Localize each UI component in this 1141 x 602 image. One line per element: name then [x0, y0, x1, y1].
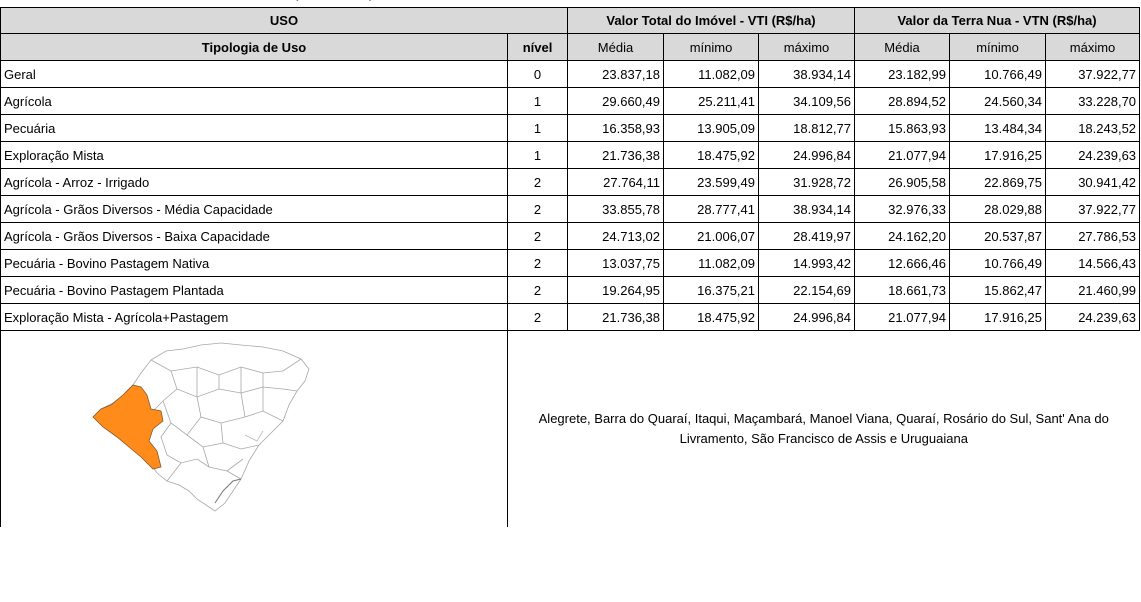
- cell-tipologia: Agrícola - Grãos Diversos - Baixa Capacidade: [1, 223, 508, 250]
- cell-nivel: 0: [508, 61, 568, 88]
- cell-vtn-media: 18.661,73: [855, 277, 950, 304]
- municipalities-cell: [508, 331, 1140, 528]
- page-title: [0, 0, 373, 7]
- cell-vti-media: 29.660,49: [568, 88, 664, 115]
- cell-vti-max: 28.419,97: [759, 223, 855, 250]
- price-table: [0, 7, 1140, 527]
- cell-tipologia: Exploração Mista - Agrícola+Pastagem: [1, 304, 508, 331]
- cell-nivel: 2: [508, 250, 568, 277]
- cell-vti-min: 18.475,92: [664, 304, 759, 331]
- header-vtn-minimo: mínimo: [950, 34, 1046, 61]
- table-row: [1, 277, 1140, 304]
- cell-nivel: 2: [508, 304, 568, 331]
- table-row: [1, 88, 1140, 115]
- table-row: [1, 196, 1140, 223]
- cell-nivel: 2: [508, 223, 568, 250]
- header-vtn-media: Média: [855, 34, 950, 61]
- cell-vtn-media: 24.162,20: [855, 223, 950, 250]
- rio-grande-do-sul-map: [1, 331, 508, 524]
- cell-vti-media: 24.713,02: [568, 223, 664, 250]
- table-row: [1, 115, 1140, 142]
- cell-vti-min: 21.006,07: [664, 223, 759, 250]
- header-vti-media: Média: [568, 34, 664, 61]
- cell-vti-media: 16.358,93: [568, 115, 664, 142]
- cell-vtn-min: 15.862,47: [950, 277, 1046, 304]
- cell-vti-media: 19.264,95: [568, 277, 664, 304]
- cell-vti-min: 28.777,41: [664, 196, 759, 223]
- cell-vti-min: 13.905,09: [664, 115, 759, 142]
- cell-vtn-media: 21.077,94: [855, 304, 950, 331]
- header-row-groups: [1, 8, 1140, 34]
- cell-vti-max: 22.154,69: [759, 277, 855, 304]
- table-row: [1, 223, 1140, 250]
- cell-tipologia: Pecuária - Bovino Pastagem Plantada: [1, 277, 508, 304]
- header-vtn-maximo: máximo: [1046, 34, 1140, 61]
- table-row: [1, 304, 1140, 331]
- header-vti-minimo: mínimo: [664, 34, 759, 61]
- cell-vtn-max: 37.922,77: [1046, 61, 1140, 88]
- cell-vti-media: 23.837,18: [568, 61, 664, 88]
- cell-vti-max: 18.812,77: [759, 115, 855, 142]
- cell-vti-media: 27.764,11: [568, 169, 664, 196]
- cell-vtn-media: 26.905,58: [855, 169, 950, 196]
- cell-vti-max: 38.934,14: [759, 61, 855, 88]
- cell-vtn-media: 32.976,33: [855, 196, 950, 223]
- cell-nivel: 1: [508, 115, 568, 142]
- cell-tipologia: Agrícola: [1, 88, 508, 115]
- cell-vtn-max: 27.786,53: [1046, 223, 1140, 250]
- municipalities-text: Alegrete, Barra do Quaraí, Itaqui, Maçambará, Manoel Viana, Quaraí, Rosário do Sul, Sant' Ana do Livramento, São Francisco de Assis e Uruguaiana: [538, 411, 1109, 446]
- table-row: [1, 169, 1140, 196]
- cell-vtn-max: 14.566,43: [1046, 250, 1140, 277]
- cell-vti-min: 18.475,92: [664, 142, 759, 169]
- table-body: [1, 61, 1140, 331]
- cell-vti-min: 23.599,49: [664, 169, 759, 196]
- cell-nivel: 1: [508, 88, 568, 115]
- cell-vtn-min: 10.766,49: [950, 61, 1046, 88]
- cell-vti-max: 24.996,84: [759, 142, 855, 169]
- cell-vti-max: 14.993,42: [759, 250, 855, 277]
- cell-tipologia: Pecuária: [1, 115, 508, 142]
- cell-vti-min: 11.082,09: [664, 61, 759, 88]
- cell-nivel: 1: [508, 142, 568, 169]
- cell-vti-max: 31.928,72: [759, 169, 855, 196]
- header-tipologia: Tipologia de Uso: [1, 34, 508, 61]
- cell-vtn-min: 20.537,87: [950, 223, 1046, 250]
- cell-vti-min: 11.082,09: [664, 250, 759, 277]
- cell-vti-media: 21.736,38: [568, 304, 664, 331]
- cell-vtn-max: 30.941,42: [1046, 169, 1140, 196]
- cell-vti-min: 16.375,21: [664, 277, 759, 304]
- cell-nivel: 2: [508, 277, 568, 304]
- table-row: [1, 142, 1140, 169]
- cell-vtn-min: 10.766,49: [950, 250, 1046, 277]
- table-row: [1, 250, 1140, 277]
- header-vti: Valor Total do Imóvel - VTI (R$/ha): [568, 8, 855, 34]
- cell-vtn-max: 18.243,52: [1046, 115, 1140, 142]
- cell-tipologia: Agrícola - Grãos Diversos - Média Capacidade: [1, 196, 508, 223]
- cell-vtn-max: 37.922,77: [1046, 196, 1140, 223]
- cell-vti-media: 33.855,78: [568, 196, 664, 223]
- cell-vti-media: 21.736,38: [568, 142, 664, 169]
- cell-vti-min: 25.211,41: [664, 88, 759, 115]
- cell-tipologia: Agrícola - Arroz - Irrigado: [1, 169, 508, 196]
- cell-vtn-max: 24.239,63: [1046, 142, 1140, 169]
- cell-tipologia: Geral: [1, 61, 508, 88]
- cell-vtn-media: 28.894,52: [855, 88, 950, 115]
- cell-vti-media: 13.037,75: [568, 250, 664, 277]
- highlighted-region: [93, 385, 163, 469]
- cell-vtn-min: 13.484,34: [950, 115, 1046, 142]
- cell-vtn-max: 33.228,70: [1046, 88, 1140, 115]
- cell-vtn-min: 28.029,88: [950, 196, 1046, 223]
- region-row: [1, 331, 1140, 528]
- header-nivel: nível: [508, 34, 568, 61]
- cell-vti-max: 34.109,56: [759, 88, 855, 115]
- cell-vtn-min: 24.560,34: [950, 88, 1046, 115]
- table-row: [1, 61, 1140, 88]
- cell-vtn-min: 22.869,75: [950, 169, 1046, 196]
- map-cell: [1, 331, 508, 528]
- cell-vtn-media: 21.077,94: [855, 142, 950, 169]
- header-vti-maximo: máximo: [759, 34, 855, 61]
- cell-vtn-min: 17.916,25: [950, 304, 1046, 331]
- cell-vtn-media: 15.863,93: [855, 115, 950, 142]
- cell-vti-max: 38.934,14: [759, 196, 855, 223]
- cell-vtn-max: 24.239,63: [1046, 304, 1140, 331]
- cell-vti-max: 24.996,84: [759, 304, 855, 331]
- cell-nivel: 2: [508, 196, 568, 223]
- cell-vtn-media: 12.666,46: [855, 250, 950, 277]
- cell-vtn-min: 17.916,25: [950, 142, 1046, 169]
- cell-tipologia: Pecuária - Bovino Pastagem Nativa: [1, 250, 508, 277]
- header-row-columns: [1, 34, 1140, 61]
- cell-tipologia: Exploração Mista: [1, 142, 508, 169]
- header-vtn: Valor da Terra Nua - VTN (R$/ha): [855, 8, 1140, 34]
- cell-vtn-media: 23.182,99: [855, 61, 950, 88]
- cell-vtn-max: 21.460,99: [1046, 277, 1140, 304]
- cell-nivel: 2: [508, 169, 568, 196]
- header-uso: USO: [1, 8, 568, 34]
